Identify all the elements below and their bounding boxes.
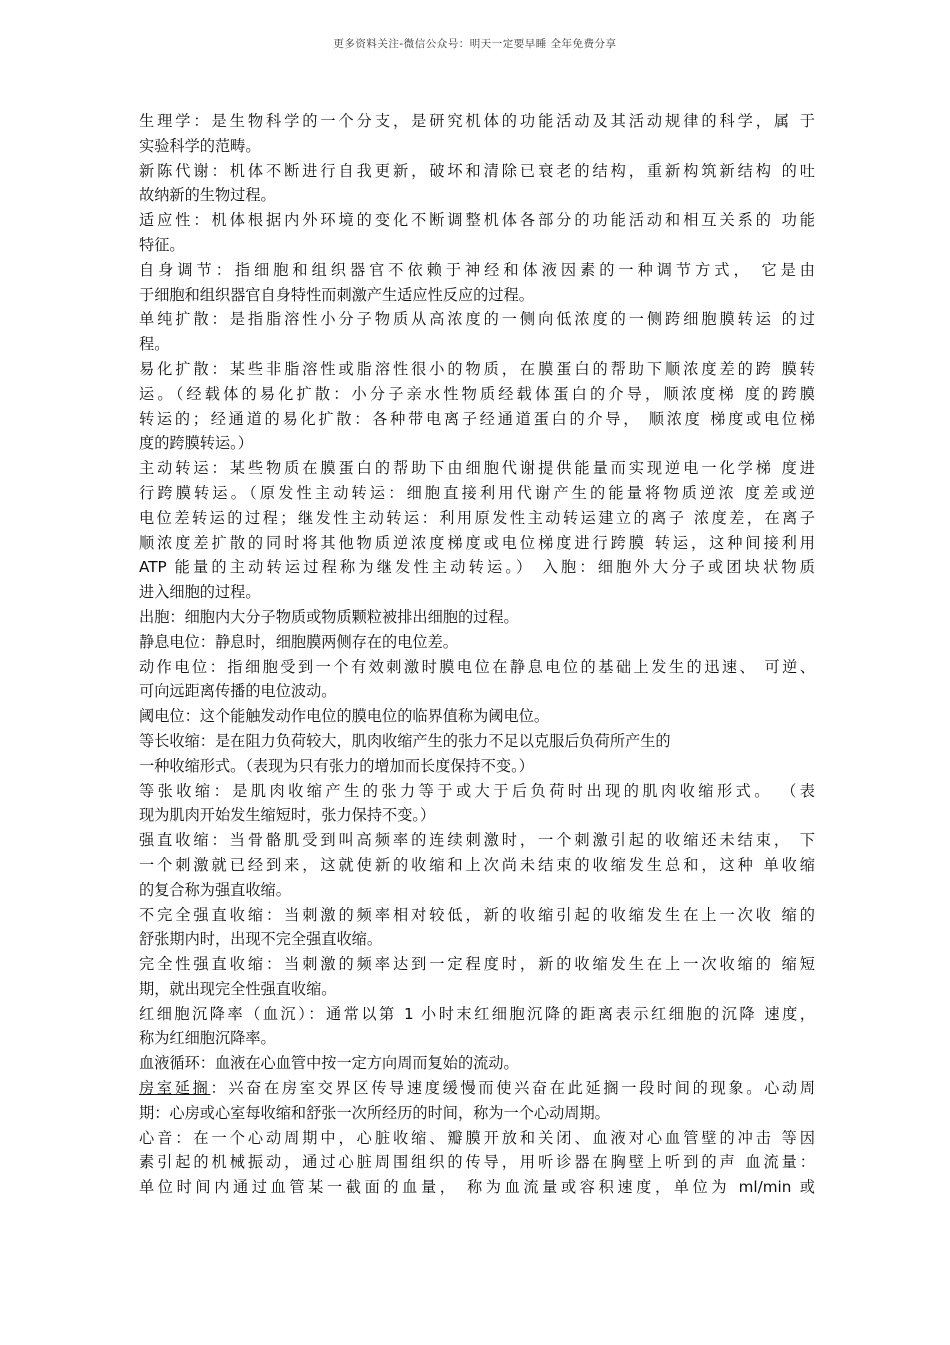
- text-line: 进入细胞的过程。: [139, 583, 261, 602]
- text-line: 顺浓度差扩散的同时将其他物质逆浓度梯度或电位梯度进行跨膜 转运，这种间接利用: [139, 533, 815, 552]
- text-line: 实验科学的范畴。: [139, 136, 261, 155]
- text-line: 期：心房或心室每收缩和舒张一次所经历的时间，称为一个心动周期。: [139, 1103, 610, 1122]
- text-line: 新陈代谢：机体不断进行自我更新，破坏和清除已衰老的结构，重新构筑新结构 的吐: [139, 161, 815, 180]
- underlined-term: 房室延搁: [139, 1079, 211, 1098]
- text-line: 的复合称为强直收缩。: [139, 880, 291, 899]
- text-line: 等张收缩：是肌肉收缩产生的张力等于或大于后负荷时出现的肌肉收缩形式。 （表: [139, 781, 815, 800]
- text-line: 适应性：机体根据内外环境的变化不断调整机体各部分的功能活动和相互关系的 功能: [139, 211, 815, 230]
- text-line: 运。（经载体的易化扩散：小分子亲水性物质经载体蛋白的介导，顺浓度梯 度的跨膜: [139, 384, 815, 403]
- text-line: 故纳新的生物过程。: [139, 186, 276, 205]
- text-line: 红细胞沉降率（血沉）：通常以第 1 小时末红细胞沉降的距离表示红细胞的沉降 速度，: [139, 1004, 815, 1023]
- text-line: 一种收缩形式。（表现为只有张力的增加而长度保持不变。）: [139, 756, 534, 775]
- text-line: 期，就出现完全性强直收缩。: [139, 979, 337, 998]
- document-body: [139, 109, 815, 1200]
- text-line: 一个刺激就已经到来，这就使新的收缩和上次尚未结束的收缩发生总和，这种 单收缩: [139, 855, 815, 874]
- text-line: 素引起的机械振动，通过心脏周围组织的传导，用听诊器在胸壁上听到的声 血流量：: [139, 1153, 815, 1172]
- text-line: 度的跨膜转运。）: [139, 434, 253, 453]
- text-line: 血液循环：血液在心血管中按一定方向周而复始的流动。: [139, 1054, 519, 1073]
- text-line: 等长收缩：是在阻力负荷较大，肌肉收缩产生的张力不足以克服后负荷所产生的: [139, 731, 671, 750]
- text-line: 主动转运：某些物质在膜蛋白的帮助下由细胞代谢提供能量而实现逆电一化学梯 度进: [139, 459, 815, 478]
- text-line: 现为肌肉开始发生缩短时，张力保持不变。）: [139, 806, 436, 825]
- text-line: 舒张期内时，出现不完全强直收缩。: [139, 930, 382, 949]
- text-line: 转运的；经通道的易化扩散：各种带电离子经通道蛋白的介导， 顺浓度 梯度或电位梯: [139, 409, 815, 428]
- text-line: 出胞：细胞内大分子物质或物质颗粒被排出细胞的过程。: [139, 607, 519, 626]
- text-line: 称为红细胞沉降率。: [139, 1029, 276, 1048]
- text-line: 房室延搁：兴奋在房室交界区传导速度缓慢而使兴奋在此延搁一段时间的现象。心动周: [139, 1079, 815, 1098]
- text-line: 完全性强直收缩：当刺激的频率达到一定程度时，新的收缩发生在上一次收缩的 缩短: [139, 955, 815, 974]
- page-header: 更多资料关注-微信公众号：明天一定要早睡 全年免费分享: [333, 38, 617, 50]
- text-line: 程。: [139, 335, 170, 354]
- text-line: 生理学：是生物科学的一个分支，是研究机体的功能活动及其活动规律的科学，属 于: [139, 112, 815, 130]
- text-line: 电位差转运的过程；继发性主动转运：利用原发性主动转运建立的离子 浓度差，在离子: [139, 508, 815, 527]
- text-line: 心音：在一个心动周期中，心脏收缩、瓣膜开放和关闭、血液对心血管壁的冲击 等因: [139, 1128, 815, 1147]
- text-line: 单位时间内通过血管某一截面的血量， 称为血流量或容积速度，单位为 ml/min 或: [139, 1178, 815, 1197]
- text-line: 特征。: [139, 235, 185, 254]
- text-line: 阈电位：这个能触发动作电位的膜电位的临界值称为阈电位。: [139, 707, 550, 726]
- text-line: ATP 能量的主动转运过程称为继发性主动转运。） 入胞：细胞外大分子或团块状物质: [139, 558, 815, 577]
- text-line: 可向远距离传播的电位波动。: [139, 682, 337, 701]
- text-line: 静息电位：静息时，细胞膜两侧存在的电位差。: [139, 632, 458, 651]
- text-line: 动作电位：指细胞受到一个有效刺激时膜电位在静息电位的基础上发生的迅速、 可逆、: [139, 657, 815, 676]
- text-line: 单纯扩散：是指脂溶性小分子物质从高浓度的一侧向低浓度的一侧跨细胞膜转运 的过: [139, 310, 815, 329]
- text-line: 自身调节：指细胞和组织器官不依赖于神经和体液因素的一种调节方式， 它是由: [139, 260, 815, 279]
- text-line: 行跨膜转运。（原发性主动转运：细胞直接利用代谢产生的能量将物质逆浓 度差或逆: [139, 483, 815, 502]
- text-line: 于细胞和组织器官自身特性而刺激产生适应性反应的过程。: [139, 285, 534, 304]
- text-line: 不完全强直收缩：当刺激的频率相对较低，新的收缩引起的收缩发生在上一次收 缩的: [139, 905, 815, 924]
- text-line: 易化扩散：某些非脂溶性或脂溶性很小的物质，在膜蛋白的帮助下顺浓度差的跨 膜转: [139, 359, 815, 378]
- text-line: 强直收缩：当骨骼肌受到叫高频率的连续刺激时，一个刺激引起的收缩还未结束， 下: [139, 831, 815, 850]
